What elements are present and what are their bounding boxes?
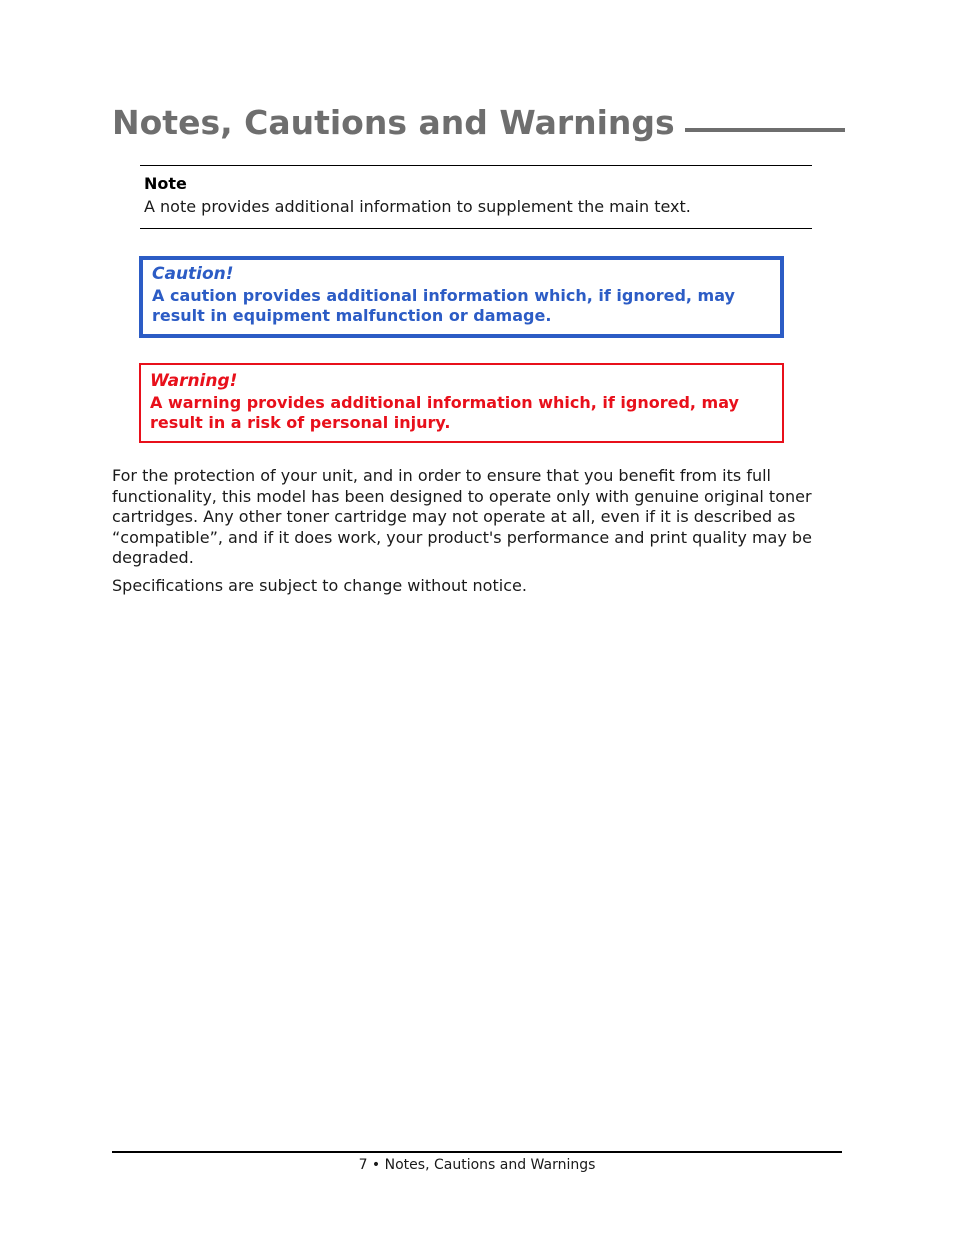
footer-divider — [112, 1151, 842, 1153]
warning-title: Warning! — [150, 371, 238, 391]
note-text: A note provides additional information to supplement the main text. — [144, 197, 691, 216]
caution-box — [139, 256, 784, 338]
page-footer: 7 • Notes, Cautions and Warnings — [358, 1157, 596, 1173]
page-title — [112, 98, 845, 148]
title-underline — [685, 128, 845, 132]
page-title-text: Notes, Cautions and Warnings — [112, 103, 675, 142]
note-block — [140, 165, 812, 229]
warning-box — [139, 363, 784, 443]
caution-text: A caution provides additional information which, if ignored, may result in equipment malfunction or damage. — [152, 286, 735, 325]
note-title: Note — [144, 174, 187, 193]
body-paragraph-specifications: Specifications are subject to change without notice. — [112, 576, 527, 595]
warning-text: A warning provides additional information which, if ignored, may result in a risk of personal injury. — [150, 393, 739, 432]
caution-title: Caution! — [152, 264, 234, 284]
body-paragraph-toner: For the protection of your unit, and in order to ensure that you benefit from its full functionality, this model has been designed to operate only with genuine original toner cartridges. Any other toner cartridge may not operate at all, even if it is described as “compatible”, and if it does work, your product's performance and print quality may be degraded. — [112, 466, 812, 567]
